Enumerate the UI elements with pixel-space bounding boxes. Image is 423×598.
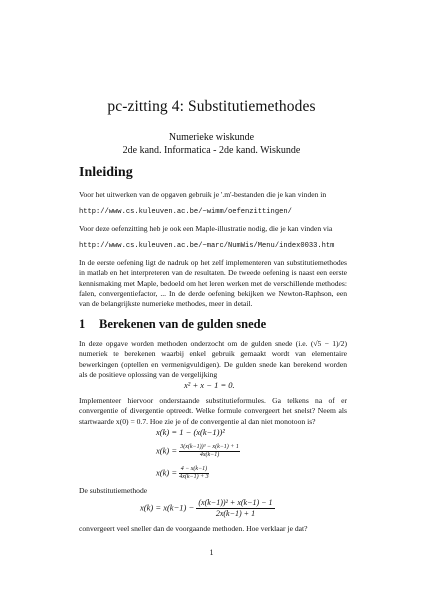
equation-newton [140,498,275,519]
eq3-lhs: x(k) = [156,467,178,478]
section-heading [79,317,266,332]
eq1-rhs: 1 − (x(k−1))² [179,427,225,437]
eq3-fraction [179,466,208,481]
eq4-lhs: x(k) = x(k−1) − [140,502,195,513]
eq2-fraction [179,444,240,459]
equation-substitution-3 [156,466,209,481]
section-paragraph-3: De substitutiemethode [79,486,148,495]
intro-heading: Inleiding [79,165,133,180]
eq2-numerator: 3(x(k−1))³ − x(k−1) + 1 [180,444,239,450]
section-paragraph-2: Implementeer hiervoor onderstaande substitutieformules. Ga telkens na of er convergentie of divergentie optreedt. Welke formule convergeert het snelst? Neem als startwaarde x(0) = 0.7. Hoe zie je of de convergentie al dan niet monotoon is? [79,396,347,426]
equation-quadratic: x² + x − 1 = 0. [184,380,235,390]
intro-paragraph-1: Voor het uitwerken van de opgaven gebruik je '.m'-bestanden die je kan vinden in [79,190,327,199]
section-title: Berekenen van de gulden snede [99,317,267,331]
course-name: Numerieke wiskunde [168,132,255,143]
eq3-numerator: 4 − x(k−1) [180,466,208,472]
intro-paragraph-2: Voor deze oefenzitting heb je ook een Maple-illustratie nodig, die je kan vinden via [79,224,333,233]
eq2-lhs: x(k) = [156,445,178,456]
eq2-denominator: 4x(k−1) [199,452,220,458]
eq4-fraction [196,498,274,519]
program-line: 2de kand. Informatica - 2de kand. Wiskunde [122,145,301,156]
page-number: 1 [209,548,214,557]
eq1-lhs: x(k) = [156,427,178,437]
section-number: 1 [79,317,86,331]
url-oefenzittingen[interactable]: http://www.cs.kuleuven.ac.be/~wimm/oefenzittingen/ [79,208,292,216]
url-maple-illustration[interactable]: http://www.cs.kuleuven.ac.be/~marc/NumWis/Menu/index0033.htm [79,242,335,250]
equation-substitution-2 [156,444,240,459]
document-title: pc-zitting 4: Substitutiemethodes [107,98,316,115]
equation-substitution-1 [156,427,225,437]
section-paragraph-4: convergeert veel sneller dan de voorgaande methoden. Hoe verklaar je dat? [79,524,308,533]
eq4-numerator: (x(k−1))² + x(k−1) − 1 [198,498,273,507]
eq3-denominator: 4x(k−1) + 3 [179,474,209,480]
intro-paragraph-3: In de eerste oefening ligt de nadruk op het zelf implementeren van substitutiemethodes in matlab en het interpreteren van de resultaten. De tweede oefening is naast een eerste kennismaking met Maple, bedoeld om het leren werken met de verschillende methodes: falen, convergentiefactor, ... In de derde oefening bekijken we Newton-Raphson, een van de belangrijkste numerieke methodes, meer in detail. [79,258,347,309]
eq4-denominator: 2x(k−1) + 1 [215,509,256,518]
section-paragraph-1: In deze opgave worden methoden onderzocht om de gulden snede (i.e. (√5 − 1)/2) numeriek te berekenen waarbij enkel gebruik gemaakt wordt van elementaire bewerkingen (optellen en vermenigvuldigen). De gulden snede kan berekend worden als de positieve oplossing van de vergelijking [79,339,347,379]
